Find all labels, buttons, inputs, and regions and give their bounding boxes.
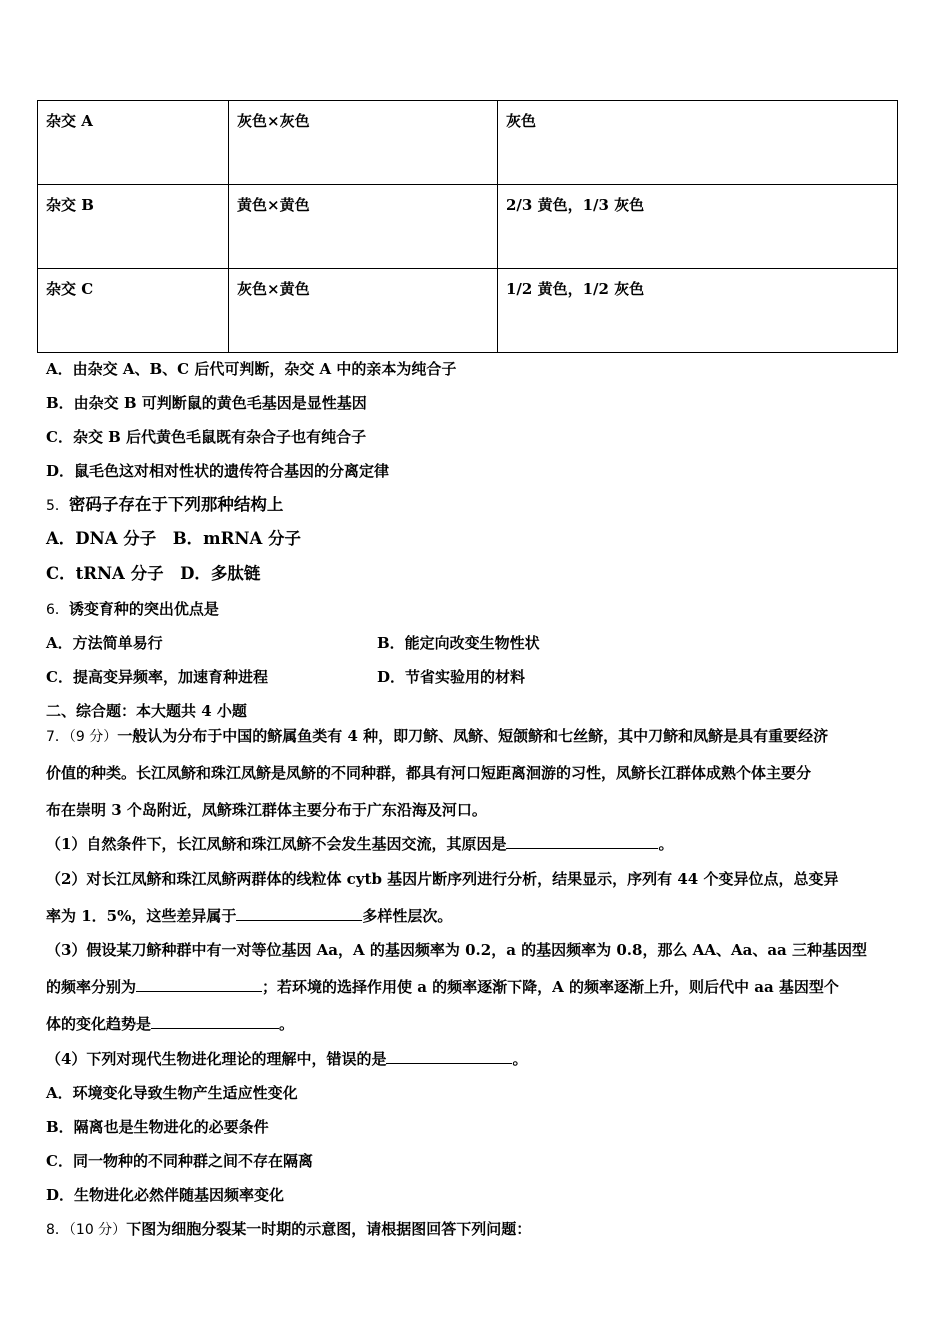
section-heading: 二、综合题：本大题共 4 小题 <box>46 702 247 720</box>
q5-options-ab: A．DNA 分子 B．mRNA 分子 <box>46 529 301 548</box>
q5-options-cd: C．tRNA 分子 D．多肽链 <box>46 564 261 583</box>
answer-blank[interactable] <box>386 1049 512 1064</box>
q7-intro-line-1: 7．（9 分）一般认为分布于中国的鲚属鱼类有 4 种，即刀鲚、凤鲚、短颌鲚和七丝鲚，其中刀鲚和凤鲚是具有重要经济 <box>46 727 829 745</box>
cross-label: 杂交 A <box>38 101 229 185</box>
q6-option-d: D．节省实验用的材料 <box>377 668 526 686</box>
question-number: 6． <box>46 602 69 618</box>
q7-intro-line-3: 布在崇明 3 个岛附近，凤鲚珠江群体主要分布于广东沿海及河口。 <box>46 801 487 819</box>
q4-option-c: C．杂交 B 后代黄色毛鼠既有杂合子也有纯合子 <box>46 428 367 446</box>
answer-blank[interactable] <box>506 834 658 849</box>
q4-option-a: A．由杂交 A、B、C 后代可判断，杂交 A 中的亲本为纯合子 <box>46 360 457 378</box>
cross-label: 杂交 B <box>38 185 229 269</box>
q7-option-a: A．环境变化导致生物产生适应性变化 <box>46 1084 298 1102</box>
answer-blank[interactable] <box>236 906 362 921</box>
q6-stem: 6．诱变育种的突出优点是 <box>46 600 219 618</box>
offspring-cell: 1/2 黄色，1/2 灰色 <box>498 269 898 353</box>
question-number: 8． <box>46 1222 69 1238</box>
q7-part4: （4）下列对现代生物进化理论的理解中，错误的是 。 <box>46 1050 528 1068</box>
q6-option-b: B．能定向改变生物性状 <box>377 634 540 652</box>
parents-cell: 灰色×灰色 <box>229 101 498 185</box>
offspring-cell: 2/3 黄色，1/3 灰色 <box>498 185 898 269</box>
score: （9 分） <box>68 729 118 745</box>
q7-part3-line-2: 的频率分别为 ；若环境的选择作用使 a 的频率逐渐下降，A 的频率逐渐上升，则后代中 aa 基因型个 <box>46 978 839 996</box>
offspring-cell: 灰色 <box>498 101 898 185</box>
q7-option-b: B．隔离也是生物进化的必要条件 <box>46 1118 269 1136</box>
q7-part3-line-1: （3）假设某刀鲚种群中有一对等位基因 Aa，A 的基因频率为 0.2，a 的基因频率为 0.8，那么 AA、Aa、aa 三种基因型 <box>46 941 867 959</box>
q8-stem: 8．（10 分）下图为细胞分裂某一时期的示意图，请根据图回答下列问题： <box>46 1220 532 1238</box>
parents-cell: 灰色×黄色 <box>229 269 498 353</box>
table-row <box>38 101 898 185</box>
q6-option-c: C．提高变异频率，加速育种进程 <box>46 668 268 686</box>
parents-cell: 黄色×黄色 <box>229 185 498 269</box>
q4-option-b: B．由杂交 B 可判断鼠的黄色毛基因是显性基因 <box>46 394 367 412</box>
q6-option-a: A．方法简单易行 <box>46 634 163 652</box>
question-number: 7． <box>46 729 69 745</box>
q4-option-d: D．鼠毛色这对相对性状的遗传符合基因的分离定律 <box>46 462 390 480</box>
table-row <box>38 185 898 269</box>
score: （10 分） <box>68 1222 127 1238</box>
q7-part2-line-1: （2）对长江凤鲚和珠江凤鲚两群体的线粒体 cytb 基因片断序列进行分析，结果显示，序列有 44 个变异位点，总变异 <box>46 870 839 888</box>
q7-option-d: D．生物进化必然伴随基因频率变化 <box>46 1186 285 1204</box>
q7-intro-line-2: 价值的种类。长江凤鲚和珠江凤鲚是凤鲚的不同种群，都具有河口短距离洄游的习性，凤鲚长江群体成熟个体主要分 <box>46 764 812 782</box>
q5-stem: 5．密码子存在于下列那种结构上 <box>46 495 284 514</box>
answer-blank[interactable] <box>151 1014 279 1029</box>
q7-part1: （1）自然条件下，长江凤鲚和珠江凤鲚不会发生基因交流，其原因是 。 <box>46 835 674 853</box>
q7-option-c: C．同一物种的不同种群之间不存在隔离 <box>46 1152 313 1170</box>
cross-label: 杂交 C <box>38 269 229 353</box>
q7-part3-line-3: 体的变化趋势是 。 <box>46 1015 295 1033</box>
answer-blank[interactable] <box>136 977 262 992</box>
table-row <box>38 269 898 353</box>
q7-part2-line-2: 率为 1．5%，这些差异属于 多样性层次。 <box>46 907 453 925</box>
cross-results-table <box>37 100 898 353</box>
question-number: 5． <box>46 498 69 514</box>
